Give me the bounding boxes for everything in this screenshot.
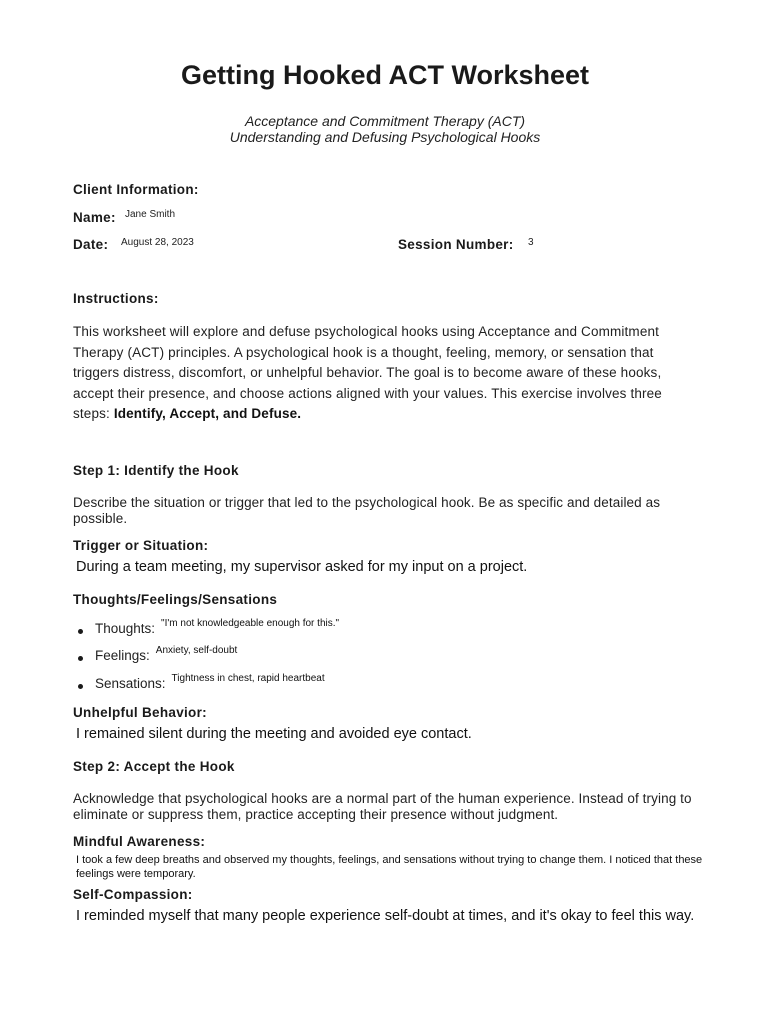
instructions-body: This worksheet will explore and defuse psychological hooks using Acceptance and Commitment Therapy (ACT) principles. A psychological hook is a thought, feeling, memory, or sensation that triggers distress, discomfort, or unhelpful behavior. The goal is to become aware of these hooks, accept their presence, and choose actions aligned with your values. This exercise involves three steps: [73,324,662,421]
feelings-item [78,645,238,663]
date-label: Date: [73,237,109,252]
bullet-icon [78,629,83,634]
thoughts-value: "I'm not knowledgeable enough for this." [161,618,340,629]
trigger-value: During a team meeting, my supervisor asked for my input on a project. [76,559,528,575]
feelings-label: Feelings: [95,648,150,663]
self-compassion-value: I reminded myself that many people experience self-doubt at times, and it's okay to feel this way. [76,908,695,924]
unhelpful-behavior-label: Unhelpful Behavior: [73,705,207,720]
instructions-heading: Instructions: [73,291,159,306]
instructions-text [73,322,698,425]
step1-heading: Step 1: Identify the Hook [73,463,239,478]
subtitle-line-1: Acceptance and Commitment Therapy (ACT) [244,113,526,129]
step2-description: Acknowledge that psychological hooks are a normal part of the human experience. Instead of trying to eliminate or suppress them, practice accepting their presence without judgment. [73,791,692,822]
sensations-value: Tightness in chest, rapid heartbeat [171,673,325,684]
trigger-label: Trigger or Situation: [73,538,209,553]
instructions-steps-emphasis: Identify, Accept, and Defuse. [113,406,302,421]
subtitle-line-2: Understanding and Defusing Psychological Hooks [229,129,541,145]
step1-description: Describe the situation or trigger that led to the psychological hook. Be as specific and detailed as possible. [73,495,661,526]
date-value: August 28, 2023 [121,237,194,248]
thoughts-item [78,618,340,636]
session-number-label: Session Number: [398,237,514,252]
feelings-value: Anxiety, self-doubt [155,645,238,656]
self-compassion-label: Self-Compassion: [73,887,193,902]
mindful-awareness-label: Mindful Awareness: [73,834,206,849]
bullet-icon [78,684,83,689]
step2-heading: Step 2: Accept the Hook [73,759,235,774]
sensations-label: Sensations: [95,676,166,691]
mindful-awareness-value: I took a few deep breaths and observed my thoughts, feelings, and sensations without trying to change them. I noticed that these feelings were temporary. [76,854,703,880]
page-title: Getting Hooked ACT Worksheet [180,60,590,90]
bullet-icon [78,656,83,661]
sensations-item [78,673,325,691]
name-label: Name: [73,210,116,225]
name-value: Jane Smith [125,209,176,220]
client-info-heading: Client Information: [73,182,199,197]
session-number-value: 3 [528,237,534,248]
tfs-heading: Thoughts/Feelings/Sensations [73,592,278,607]
unhelpful-behavior-value: I remained silent during the meeting and avoided eye contact. [76,726,472,742]
thoughts-label: Thoughts: [95,621,156,636]
